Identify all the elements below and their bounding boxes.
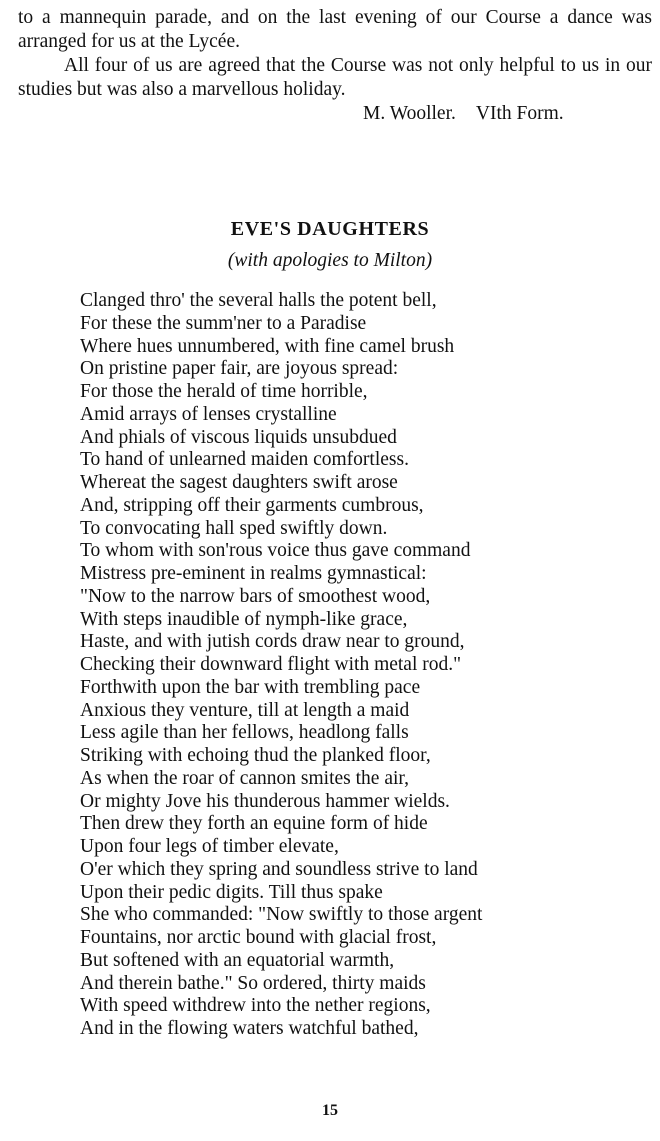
poem-line: Whereat the sagest daughters swift arose [80,472,398,493]
poem-line: To convocating hall sped swiftly down. [80,517,388,539]
poem-line: For those the herald of time horrible, [80,381,368,402]
page-number: 15 [322,1102,338,1119]
poem-line: Checking their downward flight with metal rod." [80,654,462,675]
poem-line: As when the roar of cannon smites the air, [80,767,409,789]
poem-line: Fountains, nor arctic bound with glacial frost, [80,927,437,948]
poem-line: Clanged thro' the several halls the potent bell, [80,290,437,311]
poem-line: Then drew they forth an equine form of hide [80,813,428,835]
poem-line: Less agile than her fellows, headlong falls [80,722,409,744]
poem-line: Anxious they venture, till at length a maid [80,699,410,721]
poem-line: With steps inaudible of nymph-like grace, [80,608,408,630]
poem-line: Mistress pre-eminent in realms gymnastical: [80,563,427,584]
poem-line: She who commanded: "Now swiftly to those argent [80,904,483,926]
poem-subtitle: (with apologies to Milton) [227,250,433,271]
poem-line: And phials of viscous liquids unsubdued [80,426,397,448]
poem-line: And therein bathe." So ordered, thirty maids [80,972,426,994]
poem-line: Where hues unnumbered, with fine camel brush [80,335,455,357]
prose-paragraph-2: All four of us are agreed that the Course was not only helpful to us in our studies but was also a marvellous holiday. [18,55,652,100]
poem-title: EVE'S DAUGHTERS [230,218,430,240]
poem-line: To hand of unlearned maiden comfortless. [80,449,409,471]
poem-line: O'er which they spring and soundless strive to land [80,858,478,880]
poem-line: On pristine paper fair, are joyous spread: [80,358,399,380]
prose-paragraph-1: to a mannequin parade, and on the last evening of our Course a dance was arranged for us at the Lycée. [18,7,652,52]
poem-line: Or mighty Jove his thunderous hammer wields. [80,790,450,812]
poem-line: Forthwith upon the bar with trembling pace [80,676,421,698]
signature-form: VIth Form. [475,103,564,124]
poem-line: Amid arrays of lenses crystalline [80,403,337,425]
poem-line: For these the summ'ner to a Paradise [80,312,367,334]
poem-line: "Now to the narrow bars of smoothest wood, [80,585,431,607]
poem-line: And, stripping off their garments cumbrous, [80,494,424,516]
poem-line: With speed withdrew into the nether regions, [80,995,431,1017]
poem-line: Upon four legs of timber elevate, [80,836,339,857]
poem-body [80,290,640,1041]
poem-line: But softened with an equatorial warmth, [80,949,395,971]
poem-line: And in the flowing waters watchful bathed, [80,1018,419,1039]
poem-line: Striking with echoing thud the planked floor, [80,745,431,766]
poem-line: Haste, and with jutish cords draw near to ground, [80,631,465,653]
signature [363,102,564,126]
prose-block [18,6,652,102]
signature-name: M. Wooller. [363,103,456,124]
poem-line: To whom with son'rous voice thus gave command [80,540,471,562]
poem-line: Upon their pedic digits. Till thus spake [80,881,383,903]
